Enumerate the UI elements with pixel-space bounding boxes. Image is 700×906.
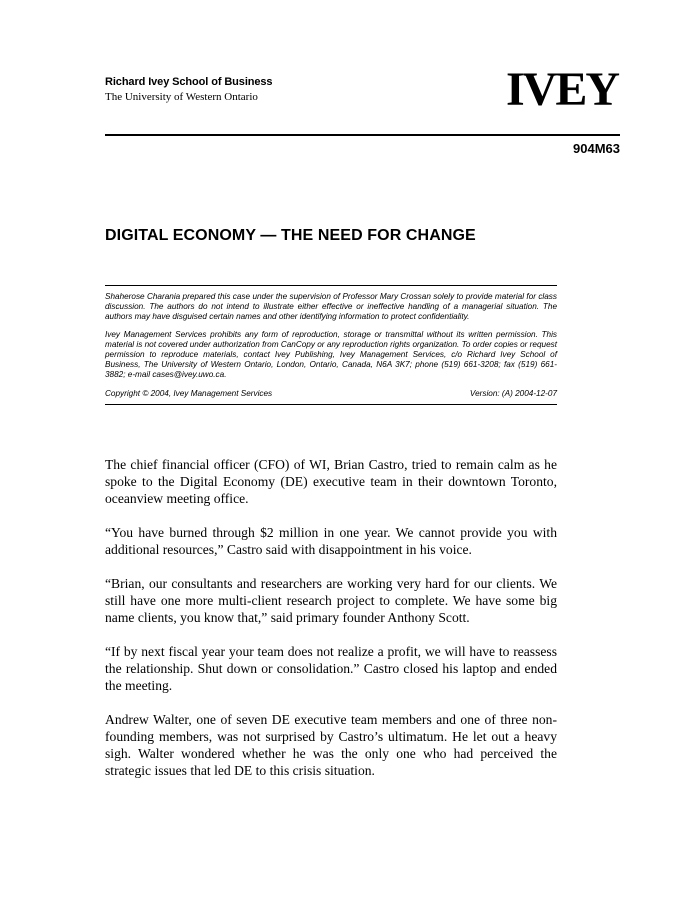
header-divider (105, 134, 620, 136)
body-paragraph: The chief financial officer (CFO) of WI, Brian Castro, tried to remain calm as he spoke to the Digital Economy (DE) executive team in their downtown Toronto, oceanview meeting office. (105, 457, 557, 506)
copyright-line: Copyright © 2004, Ivey Management Services (105, 388, 273, 398)
school-name: Richard Ivey School of Business (105, 76, 273, 88)
body-paragraph: “You have burned through $2 million in one year. We cannot provide you with additional resources,” Castro said with disappointment in his voice. (105, 525, 557, 557)
body-paragraph: “Brian, our consultants and researchers are working very hard for our clients. We still have one more multi-client research project to complete. We have some big name clients, you know that,” said primary founder Anthony Scott. (105, 576, 557, 625)
case-body (105, 456, 557, 796)
copyright-notice-box (105, 285, 557, 405)
case-title: DIGITAL ECONOMY — THE NEED FOR CHANGE (105, 227, 476, 244)
body-paragraph: Andrew Walter, one of seven DE executive team members and one of three non-founding members, was not surprised by Castro’s ultimatum. He let out a heavy sigh. Walter wondered whether he was the only one who had perceived the strategic issues that led DE to this crisis situation. (105, 712, 557, 778)
notice-footer (105, 389, 557, 399)
version-line: Version: (A) 2004-12-07 (469, 388, 557, 398)
authorship-notice: Shaherose Charania prepared this case under the supervision of Professor Mary Crossan solely to provide material for class discussion. The authors do not intend to illustrate either effective or ineffective handling of a managerial situation. The authors may have disguised certain names and other identifying information to protect confidentiality. (105, 292, 557, 322)
letterhead (105, 63, 620, 134)
body-paragraph: “If by next fiscal year your team does not realize a profit, we will have to reassess the relationship. Shut down or consolidation.” Castro closed his laptop and ended the meeting. (105, 644, 557, 693)
case-code: 904M63 (573, 141, 620, 156)
university-name: The University of Western Ontario (105, 91, 258, 103)
ivey-logo: IVEY (505, 63, 618, 116)
rights-notice: Ivey Management Services prohibits any form of reproduction, storage or transmittal without its written permission. This material is not covered under authorization from CanCopy or any reproduction rights organization. To order copies or request permission to reproduce materials, contact Ivey Publishing, Ivey Management Services, c/o Richard Ivey School of Business, The University of Western Ontario, London, Ontario, Canada, N6A 3K7; phone (519) 661-3208; fax (519) 661-3882; e-mail cases@ivey.uwo.ca. (105, 329, 557, 380)
